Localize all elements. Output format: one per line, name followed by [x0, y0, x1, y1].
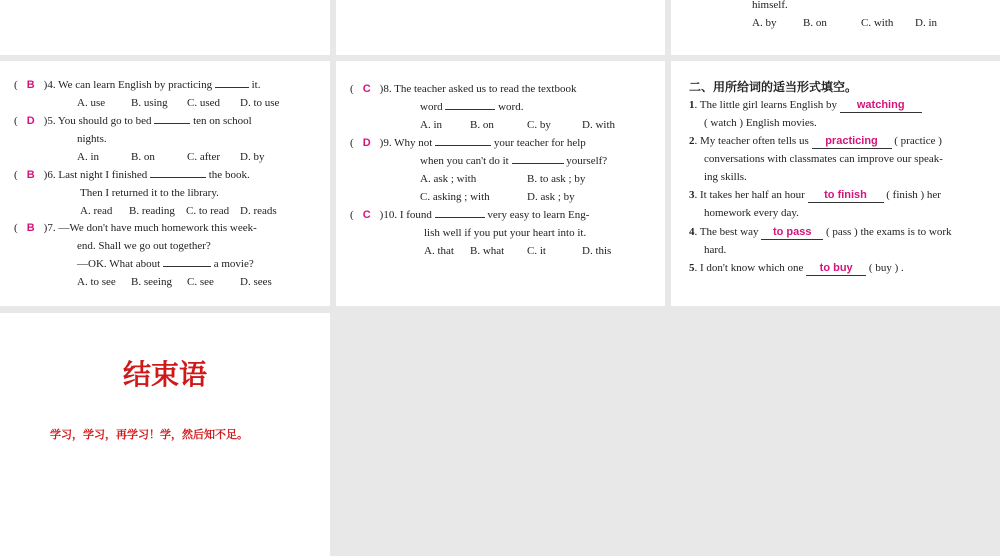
option: D. in	[915, 17, 937, 29]
answer-q8: C	[362, 83, 371, 95]
blank	[445, 98, 495, 110]
option: C. it	[527, 245, 546, 257]
slide-top-middle	[336, 0, 665, 55]
answer-q7: B	[26, 222, 35, 234]
answer-q4: B	[26, 79, 35, 91]
answer-q5: D	[26, 115, 35, 127]
question-10: ( C )10. I found very easy to learn Eng-	[350, 206, 589, 224]
slide-top-right	[671, 0, 1000, 55]
option: C. see	[187, 276, 214, 288]
answer-fill-3: to finish	[824, 189, 867, 201]
fill-item-5: 5. I don't know which one to buy ( buy ) .	[689, 262, 904, 274]
option: A. read	[80, 205, 113, 217]
option: D. with	[582, 119, 615, 131]
blank	[150, 166, 206, 178]
option: C. after	[187, 151, 220, 163]
question-5: ( D )5. You should go to bed ten on school	[14, 112, 252, 130]
answer-fill-1: watching	[856, 99, 905, 111]
option: D. to use	[240, 97, 280, 109]
option: C. asking ; with	[420, 191, 490, 203]
section-heading: 二、用所给词的适当形式填空。	[689, 80, 858, 94]
answer-q9: D	[362, 137, 371, 149]
fill-item-1: 1. The little girl learns English by watching	[689, 96, 922, 114]
option: A. that	[424, 245, 454, 257]
ending-text: 学习，学习，再学习！学，然后知不足。	[50, 428, 248, 441]
option: A. use	[77, 97, 106, 109]
answer-q6: B	[26, 169, 35, 181]
option: A. in	[77, 151, 99, 163]
option: D. by	[240, 151, 265, 163]
slide-fill-in-blanks: 二、用所给词的适当形式填空。 1. The little girl learns English by watching ( watch ) English movies. 2. My teacher often tells us practicing ( practice ) conversations with classmates can improve our speak- ing skills. 3. It takes her half an hour to finish ( finish ) her homework every day. 4. The best way to pass ( pass ) the exams is to work hard. 5. I don't know which one to buy ( buy ) .	[671, 61, 1000, 306]
answer-q10: C	[362, 209, 371, 221]
option: B. what	[470, 245, 505, 257]
blank	[512, 152, 564, 164]
option: C. used	[187, 97, 220, 109]
option: B. on	[131, 151, 155, 163]
answer-fill-2: practicing	[825, 135, 878, 147]
option: C. with	[861, 17, 894, 29]
option: B. using	[131, 97, 168, 109]
blank	[163, 255, 211, 267]
question-9: ( D )9. Why not your teacher for help	[350, 134, 586, 152]
ending-title: 结束语	[122, 358, 207, 391]
option: B. on	[470, 119, 494, 131]
option: D. this	[582, 245, 612, 257]
option: A. to see	[77, 276, 116, 288]
blank	[435, 134, 491, 146]
question-8: ( C )8. The teacher asked us to read the textbook	[350, 80, 577, 98]
answer-fill-5: to buy	[819, 262, 853, 274]
question-4: ( B )4. We can learn English by practicing it.	[14, 76, 261, 94]
option: C. by	[527, 119, 551, 131]
blank	[154, 112, 190, 124]
option: B. on	[803, 17, 827, 29]
option: D. ask ; by	[527, 191, 575, 203]
slide-questions-8-10: ( C )8. The teacher asked us to read the textbook word word. A. in B. on C. by D. with ( D )9. Why not your teacher for help when you can't do it yourself? A. ask ; with B. to ask ; by C. asking ; with D. ask ; by ( C )10. I found very easy to learn Eng- lish well if you put your heart into it. A. that B. what C. it D. this	[336, 61, 665, 306]
continuation-line: himself.	[752, 0, 788, 11]
blank	[435, 206, 485, 218]
blank	[215, 76, 249, 88]
slide-ending	[0, 313, 330, 556]
option: C. to read	[186, 205, 230, 217]
answer-fill-4: to pass	[772, 226, 812, 238]
fill-item-4: 4. The best way to pass ( pass ) the exams is to work	[689, 226, 952, 238]
fill-item-2: 2. My teacher often tells us practicing ( practice )	[689, 135, 942, 147]
option: D. reads	[240, 205, 277, 217]
option: A. by	[752, 17, 777, 29]
fill-item-3: 3. It takes her half an hour to finish ( finish ) her	[689, 189, 941, 201]
option: D. sees	[240, 276, 272, 288]
option: B. to ask ; by	[527, 173, 586, 185]
option: A. ask ; with	[420, 173, 477, 185]
slide-questions-4-7: ( B )4. We can learn English by practicing it. A. use B. using C. used D. to use ( D )5. You should go to bed ten on school nights. A. in B. on C. after D. by ( B )6. Last night I finished the book. Then I returned it to the library. A. read B. reading C. to read D. reads ( B )7. —We don't have much homework this week- end. Shall we go out together? —OK. What about a movie? A. to see B. seeing C. see D. sees	[0, 61, 330, 306]
option: B. reading	[129, 205, 175, 217]
question-6: ( B )6. Last night I finished the book.	[14, 166, 250, 184]
question-7: ( B )7. —We don't have much homework this week-	[14, 219, 257, 237]
option: B. seeing	[131, 276, 172, 288]
option: A. in	[420, 119, 442, 131]
slide-top-left	[0, 0, 330, 55]
